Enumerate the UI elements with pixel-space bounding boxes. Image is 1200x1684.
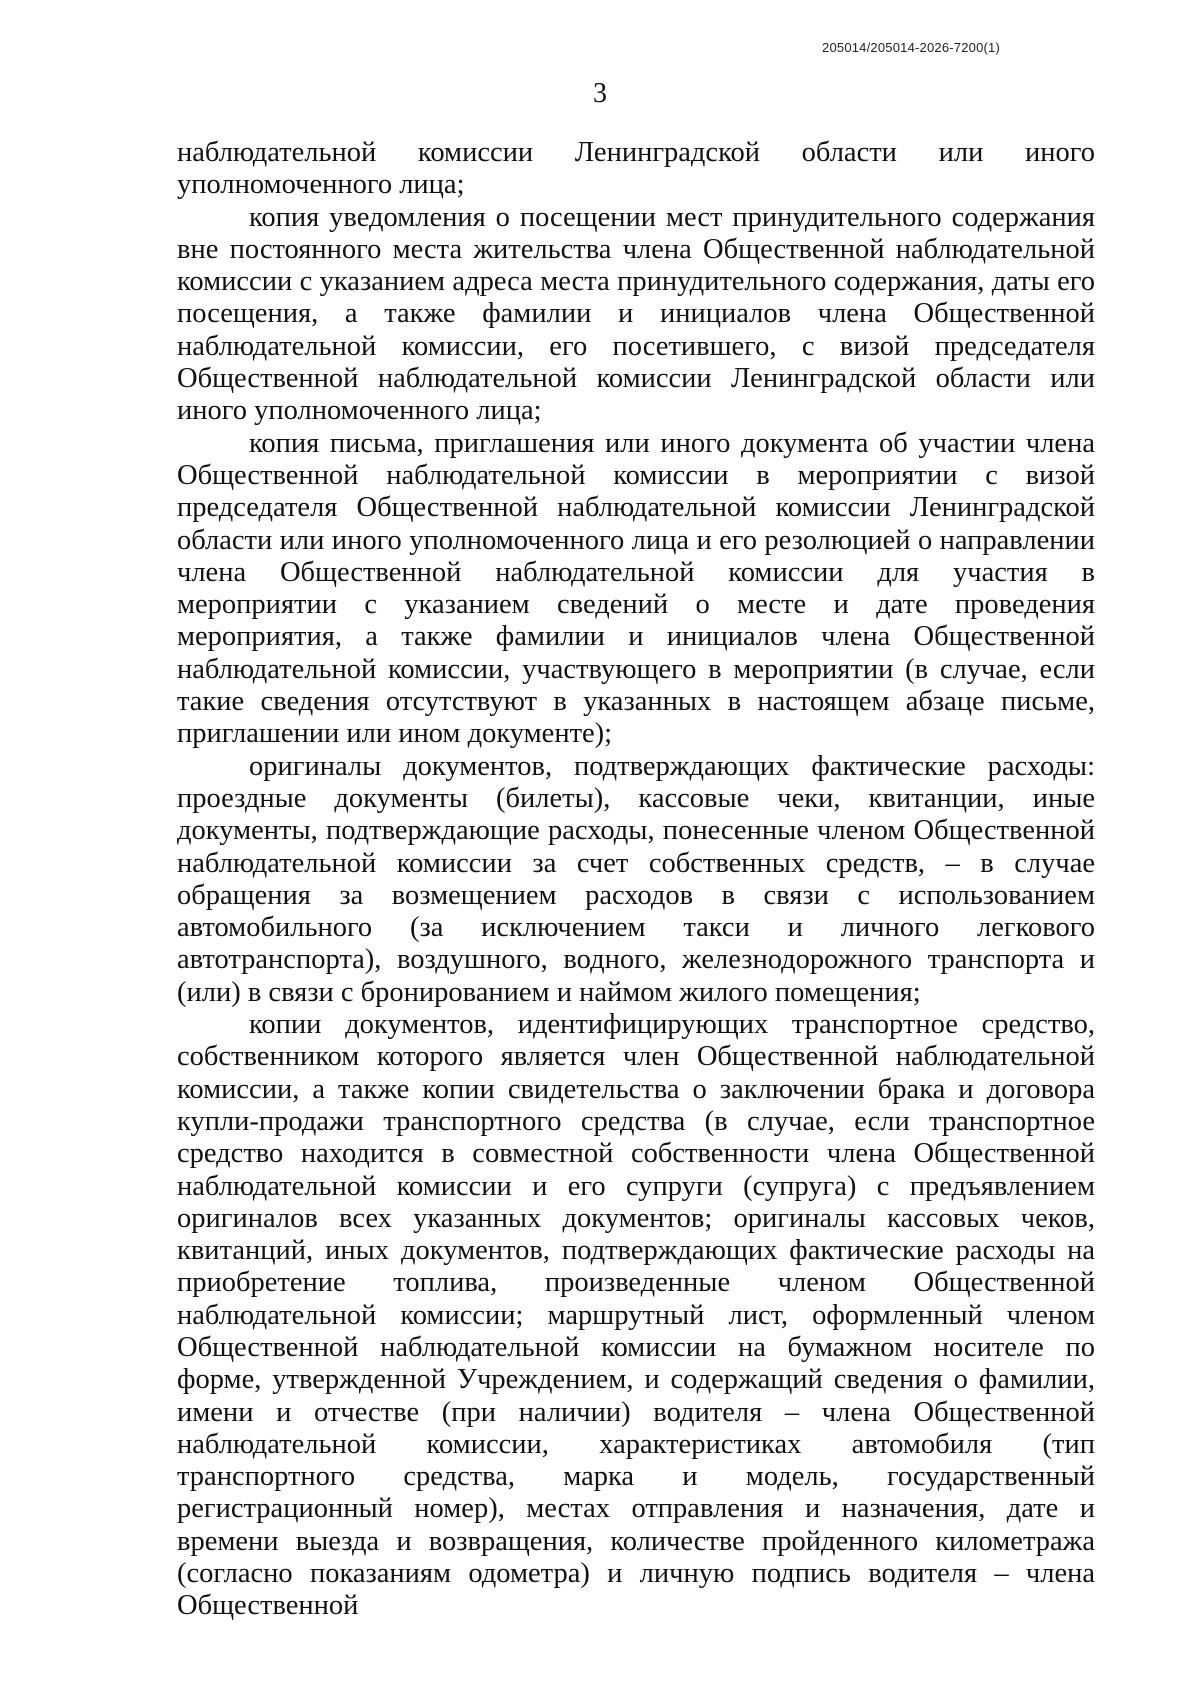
paragraph-expense-originals: оригиналы документов, подтверждающих фактические расходы: проездные документы (билеты), кассовые чеки, квитанции, иные документы, подтверждающие расходы, понесенные членом Общественной наблюдательной комиссии за счет собственных средств, – в случае обращения за возмещением расходов в связи с использованием автомобильного (за исключением такси и личного легкового автотранспорта), воздушного, водного, железнодорожного транспорта и (или) в связи с бронированием и наймом жилого помещения; [177, 750, 1095, 1008]
document-body [177, 137, 1095, 1623]
paragraph-vehicle-documents: копии документов, идентифицирующих транспортное средство, собственником которого является член Общественной наблюдательной комиссии, а также копии свидетельства о заключении брака и договора купли-продажи транспортного средства (в случае, если транспортное средство находится в совместной собственности члена Общественной наблюдательной комиссии и его супруги (супруга) с предъявлением оригиналов всех указанных документов; оригиналы кассовых чеков, квитанций, иных документов, подтверждающих фактические расходы на приобретение топлива, произведенные членом Общественной наблюдательной комиссии; маршрутный лист, оформленный членом Общественной наблюдательной комиссии на бумажном носителе по форме, утвержденной Учреждением, и содержащий сведения о фамилии, имени и отчестве (при наличии) водителя – члена Общественной наблюдательной комиссии, характеристиках автомобиля (тип транспортного средства, марка и модель, государственный регистрационный номер), местах отправления и назначения, дате и времени выезда и возвращения, количестве пройденного километража (согласно показаниям одометра) и личную подпись водителя – члена Общественной [177, 1009, 1095, 1622]
paragraph-continuation: наблюдательной комиссии Ленинградской области или иного уполномоченного лица; [177, 137, 1095, 201]
paragraph-invitation-copy: копия письма, приглашения или иного документа об участии члена Общественной наблюдательной комиссии в мероприятии с визой председателя Общественной наблюдательной комиссии Ленинградской области или иного уполномоченного лица и его резолюцией о направлении члена Общественной наблюдательной комиссии для участия в мероприятии с указанием сведений о месте и дате проведения мероприятия, а также фамилии и инициалов члена Общественной наблюдательной комиссии, участвующего в мероприятии (в случае, если такие сведения отсутствуют в указанных в настоящем абзаце письме, приглашении или ином документе); [177, 427, 1095, 750]
paragraph-notification-copy: копия уведомления о посещении мест принудительного содержания вне постоянного места жительства члена Общественной наблюдательной комиссии с указанием адреса места принудительного содержания, даты его посещения, а также фамилии и инициалов члена Общественной наблюдательной комиссии, его посетившего, с визой председателя Общественной наблюдательной комиссии Ленинградской области или иного уполномоченного лица; [177, 201, 1095, 427]
page-number: 3 [593, 78, 607, 109]
document-registration-number: 205014/205014-2026-7200(1) [822, 40, 1000, 55]
